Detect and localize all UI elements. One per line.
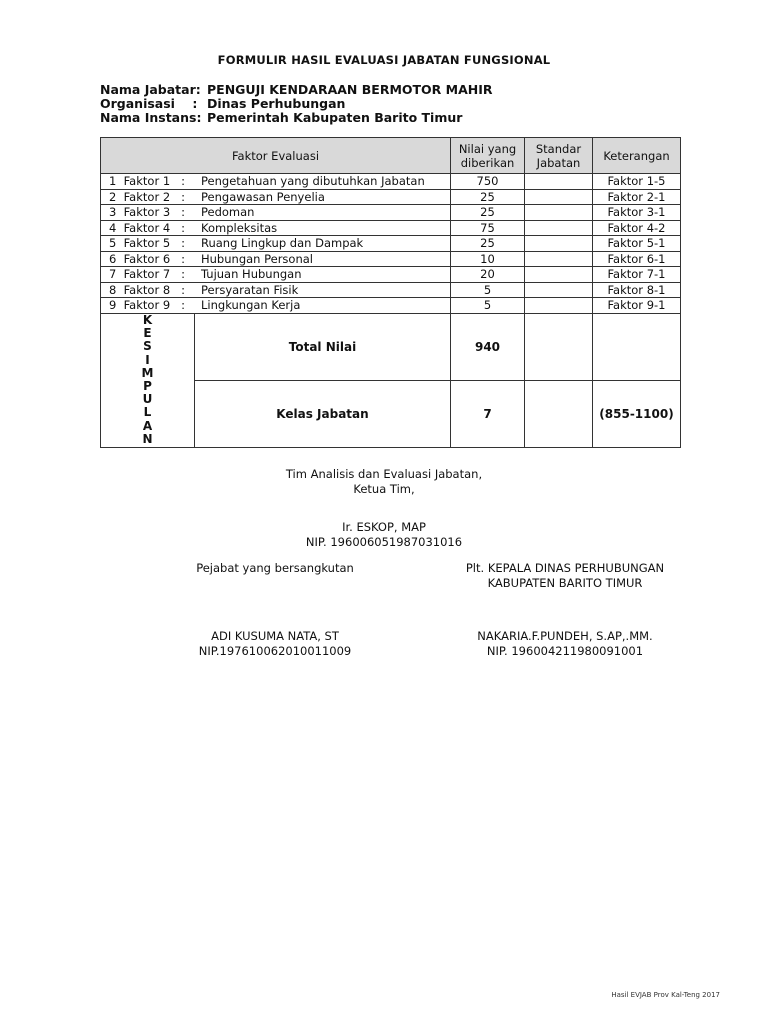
keterangan-cell: Faktor 2-1 bbox=[593, 189, 681, 205]
standar-cell bbox=[525, 282, 593, 298]
faktor-cell bbox=[101, 282, 451, 298]
faktor-cell bbox=[101, 251, 451, 267]
pejabat-title: Pejabat yang bersangkutan bbox=[196, 561, 354, 575]
pejabat-nip: NIP.197610062010011009 bbox=[198, 644, 352, 658]
nama-instans-label: Nama Instans: bbox=[100, 110, 202, 125]
faktor-cell bbox=[101, 205, 451, 221]
faktor-number: 8 Faktor 8 : bbox=[109, 282, 185, 297]
nilai-cell: 10 bbox=[451, 251, 525, 267]
evaluation-table bbox=[100, 137, 681, 448]
total-row bbox=[101, 313, 681, 380]
tim-block bbox=[234, 467, 534, 497]
keterangan-cell: Faktor 7-1 bbox=[593, 267, 681, 283]
keterangan-cell: Faktor 6-1 bbox=[593, 251, 681, 267]
table-row bbox=[101, 282, 681, 298]
kesimpulan-letter: U bbox=[142, 392, 153, 407]
keterangan-cell: Faktor 4-2 bbox=[593, 220, 681, 236]
faktor-number: 6 Faktor 6 : bbox=[109, 251, 185, 266]
faktor-number: 4 Faktor 4 : bbox=[109, 220, 185, 235]
ketua-nip: NIP. 196006051987031016 bbox=[305, 535, 463, 549]
standar-cell bbox=[525, 189, 593, 205]
kelas-standar bbox=[525, 380, 593, 447]
nilai-cell: 20 bbox=[451, 267, 525, 283]
faktor-name: Ruang Lingkup dan Dampak bbox=[201, 236, 364, 251]
header-keterangan: Keterangan bbox=[593, 138, 681, 174]
table-row bbox=[101, 298, 681, 314]
header-nilai bbox=[451, 138, 525, 174]
faktor-number: 3 Faktor 3 : bbox=[109, 205, 185, 220]
header-standar-line2: Jabatan bbox=[536, 155, 581, 170]
table-row bbox=[101, 236, 681, 252]
faktor-name: Lingkungan Kerja bbox=[201, 298, 301, 313]
keterangan-cell: Faktor 3-1 bbox=[593, 205, 681, 221]
nilai-cell: 25 bbox=[451, 205, 525, 221]
nama-jabatan-label: Nama Jabatar: bbox=[100, 82, 201, 97]
table-row bbox=[101, 267, 681, 283]
standar-cell bbox=[525, 251, 593, 267]
faktor-cell bbox=[101, 298, 451, 314]
faktor-number: 5 Faktor 5 : bbox=[109, 236, 185, 251]
kelas-range: (855-1100) bbox=[593, 380, 681, 447]
header-faktor: Faktor Evaluasi bbox=[101, 138, 451, 174]
faktor-cell bbox=[101, 189, 451, 205]
standar-cell bbox=[525, 205, 593, 221]
total-value: 940 bbox=[451, 313, 525, 380]
faktor-name: Pengawasan Penyelia bbox=[201, 189, 325, 204]
form-title: FORMULIR HASIL EVALUASI JABATAN FUNGSIONAL bbox=[217, 53, 551, 67]
kelas-label: Kelas Jabatan bbox=[195, 380, 451, 447]
keterangan-cell: Faktor 5-1 bbox=[593, 236, 681, 252]
nilai-cell: 75 bbox=[451, 220, 525, 236]
faktor-number: 7 Faktor 7 : bbox=[109, 267, 185, 282]
faktor-name: Pedoman bbox=[201, 205, 255, 220]
footer-note: Hasil EVJAB Prov Kal-Teng 2017 bbox=[611, 991, 720, 999]
kepala-title-line1: Plt. KEPALA DINAS PERHUBUNGAN bbox=[465, 561, 665, 575]
kesimpulan-letter: A bbox=[142, 418, 153, 433]
faktor-name: Hubungan Personal bbox=[201, 251, 313, 266]
faktor-cell bbox=[101, 236, 451, 252]
table-row bbox=[101, 174, 681, 190]
table-header-row bbox=[101, 138, 681, 174]
tim-line2: Ketua Tim, bbox=[353, 482, 415, 496]
kepala-name: NAKARIA.F.PUNDEH, S.AP,.MM. bbox=[477, 629, 653, 643]
kesimpulan-letter: E bbox=[143, 326, 152, 341]
kepala-title bbox=[430, 561, 700, 591]
standar-cell bbox=[525, 174, 593, 190]
nilai-cell: 25 bbox=[451, 189, 525, 205]
faktor-cell bbox=[101, 174, 451, 190]
pejabat-signature bbox=[165, 629, 385, 659]
organisasi-value: Dinas Perhubungan bbox=[207, 96, 346, 111]
faktor-number: 1 Faktor 1 : bbox=[109, 174, 185, 189]
kepala-signature bbox=[430, 629, 700, 659]
faktor-cell bbox=[101, 267, 451, 283]
faktor-cell bbox=[101, 220, 451, 236]
kesimpulan-letter: K bbox=[142, 312, 153, 327]
nilai-cell: 5 bbox=[451, 298, 525, 314]
faktor-number: 2 Faktor 2 : bbox=[109, 189, 185, 204]
nilai-cell: 25 bbox=[451, 236, 525, 252]
faktor-number: 9 Faktor 9 : bbox=[109, 298, 185, 313]
standar-cell bbox=[525, 298, 593, 314]
table-row bbox=[101, 251, 681, 267]
total-standar bbox=[525, 313, 593, 380]
total-label: Total Nilai bbox=[195, 313, 451, 380]
kesimpulan-letter: M bbox=[141, 365, 154, 380]
header-standar-line1: Standar bbox=[535, 141, 582, 156]
standar-cell bbox=[525, 220, 593, 236]
table-row bbox=[101, 189, 681, 205]
table-row bbox=[101, 220, 681, 236]
standar-cell bbox=[525, 267, 593, 283]
kepala-title-line2: KABUPATEN BARITO TIMUR bbox=[487, 576, 643, 590]
faktor-name: Tujuan Hubungan bbox=[201, 267, 302, 282]
organisasi-label: Organisasi : bbox=[100, 96, 198, 111]
kelas-value: 7 bbox=[451, 380, 525, 447]
tim-line1: Tim Analisis dan Evaluasi Jabatan, bbox=[285, 467, 483, 481]
keterangan-cell: Faktor 8-1 bbox=[593, 282, 681, 298]
kesimpulan-letter: I bbox=[145, 352, 150, 367]
ketua-name: Ir. ESKOP, MAP bbox=[342, 520, 426, 534]
kesimpulan-letter: N bbox=[142, 431, 153, 446]
header-nilai-line1: Nilai yang bbox=[458, 141, 517, 156]
standar-cell bbox=[525, 236, 593, 252]
kesimpulan-letter: S bbox=[143, 339, 152, 354]
ketua-signature bbox=[234, 520, 534, 550]
total-keterangan bbox=[593, 313, 681, 380]
header-standar bbox=[525, 138, 593, 174]
nilai-cell: 750 bbox=[451, 174, 525, 190]
faktor-name: Kompleksitas bbox=[201, 220, 278, 235]
kesimpulan-label bbox=[101, 313, 195, 447]
nama-jabatan-value: PENGUJI KENDARAAN BERMOTOR MAHIR bbox=[207, 82, 493, 97]
header-nilai-line2: diberikan bbox=[460, 155, 515, 170]
pejabat-name: ADI KUSUMA NATA, ST bbox=[211, 629, 339, 643]
faktor-name: Pengetahuan yang dibutuhkan Jabatan bbox=[201, 174, 425, 189]
faktor-name: Persyaratan Fisik bbox=[201, 282, 299, 297]
table-row bbox=[101, 205, 681, 221]
nama-instans-value: Pemerintah Kabupaten Barito Timur bbox=[207, 110, 463, 125]
keterangan-cell: Faktor 1-5 bbox=[593, 174, 681, 190]
kesimpulan-letter: P bbox=[143, 379, 152, 393]
kepala-nip: NIP. 196004211980091001 bbox=[486, 644, 644, 658]
kesimpulan-letter: L bbox=[143, 405, 152, 420]
nilai-cell: 5 bbox=[451, 282, 525, 298]
keterangan-cell: Faktor 9-1 bbox=[593, 298, 681, 314]
